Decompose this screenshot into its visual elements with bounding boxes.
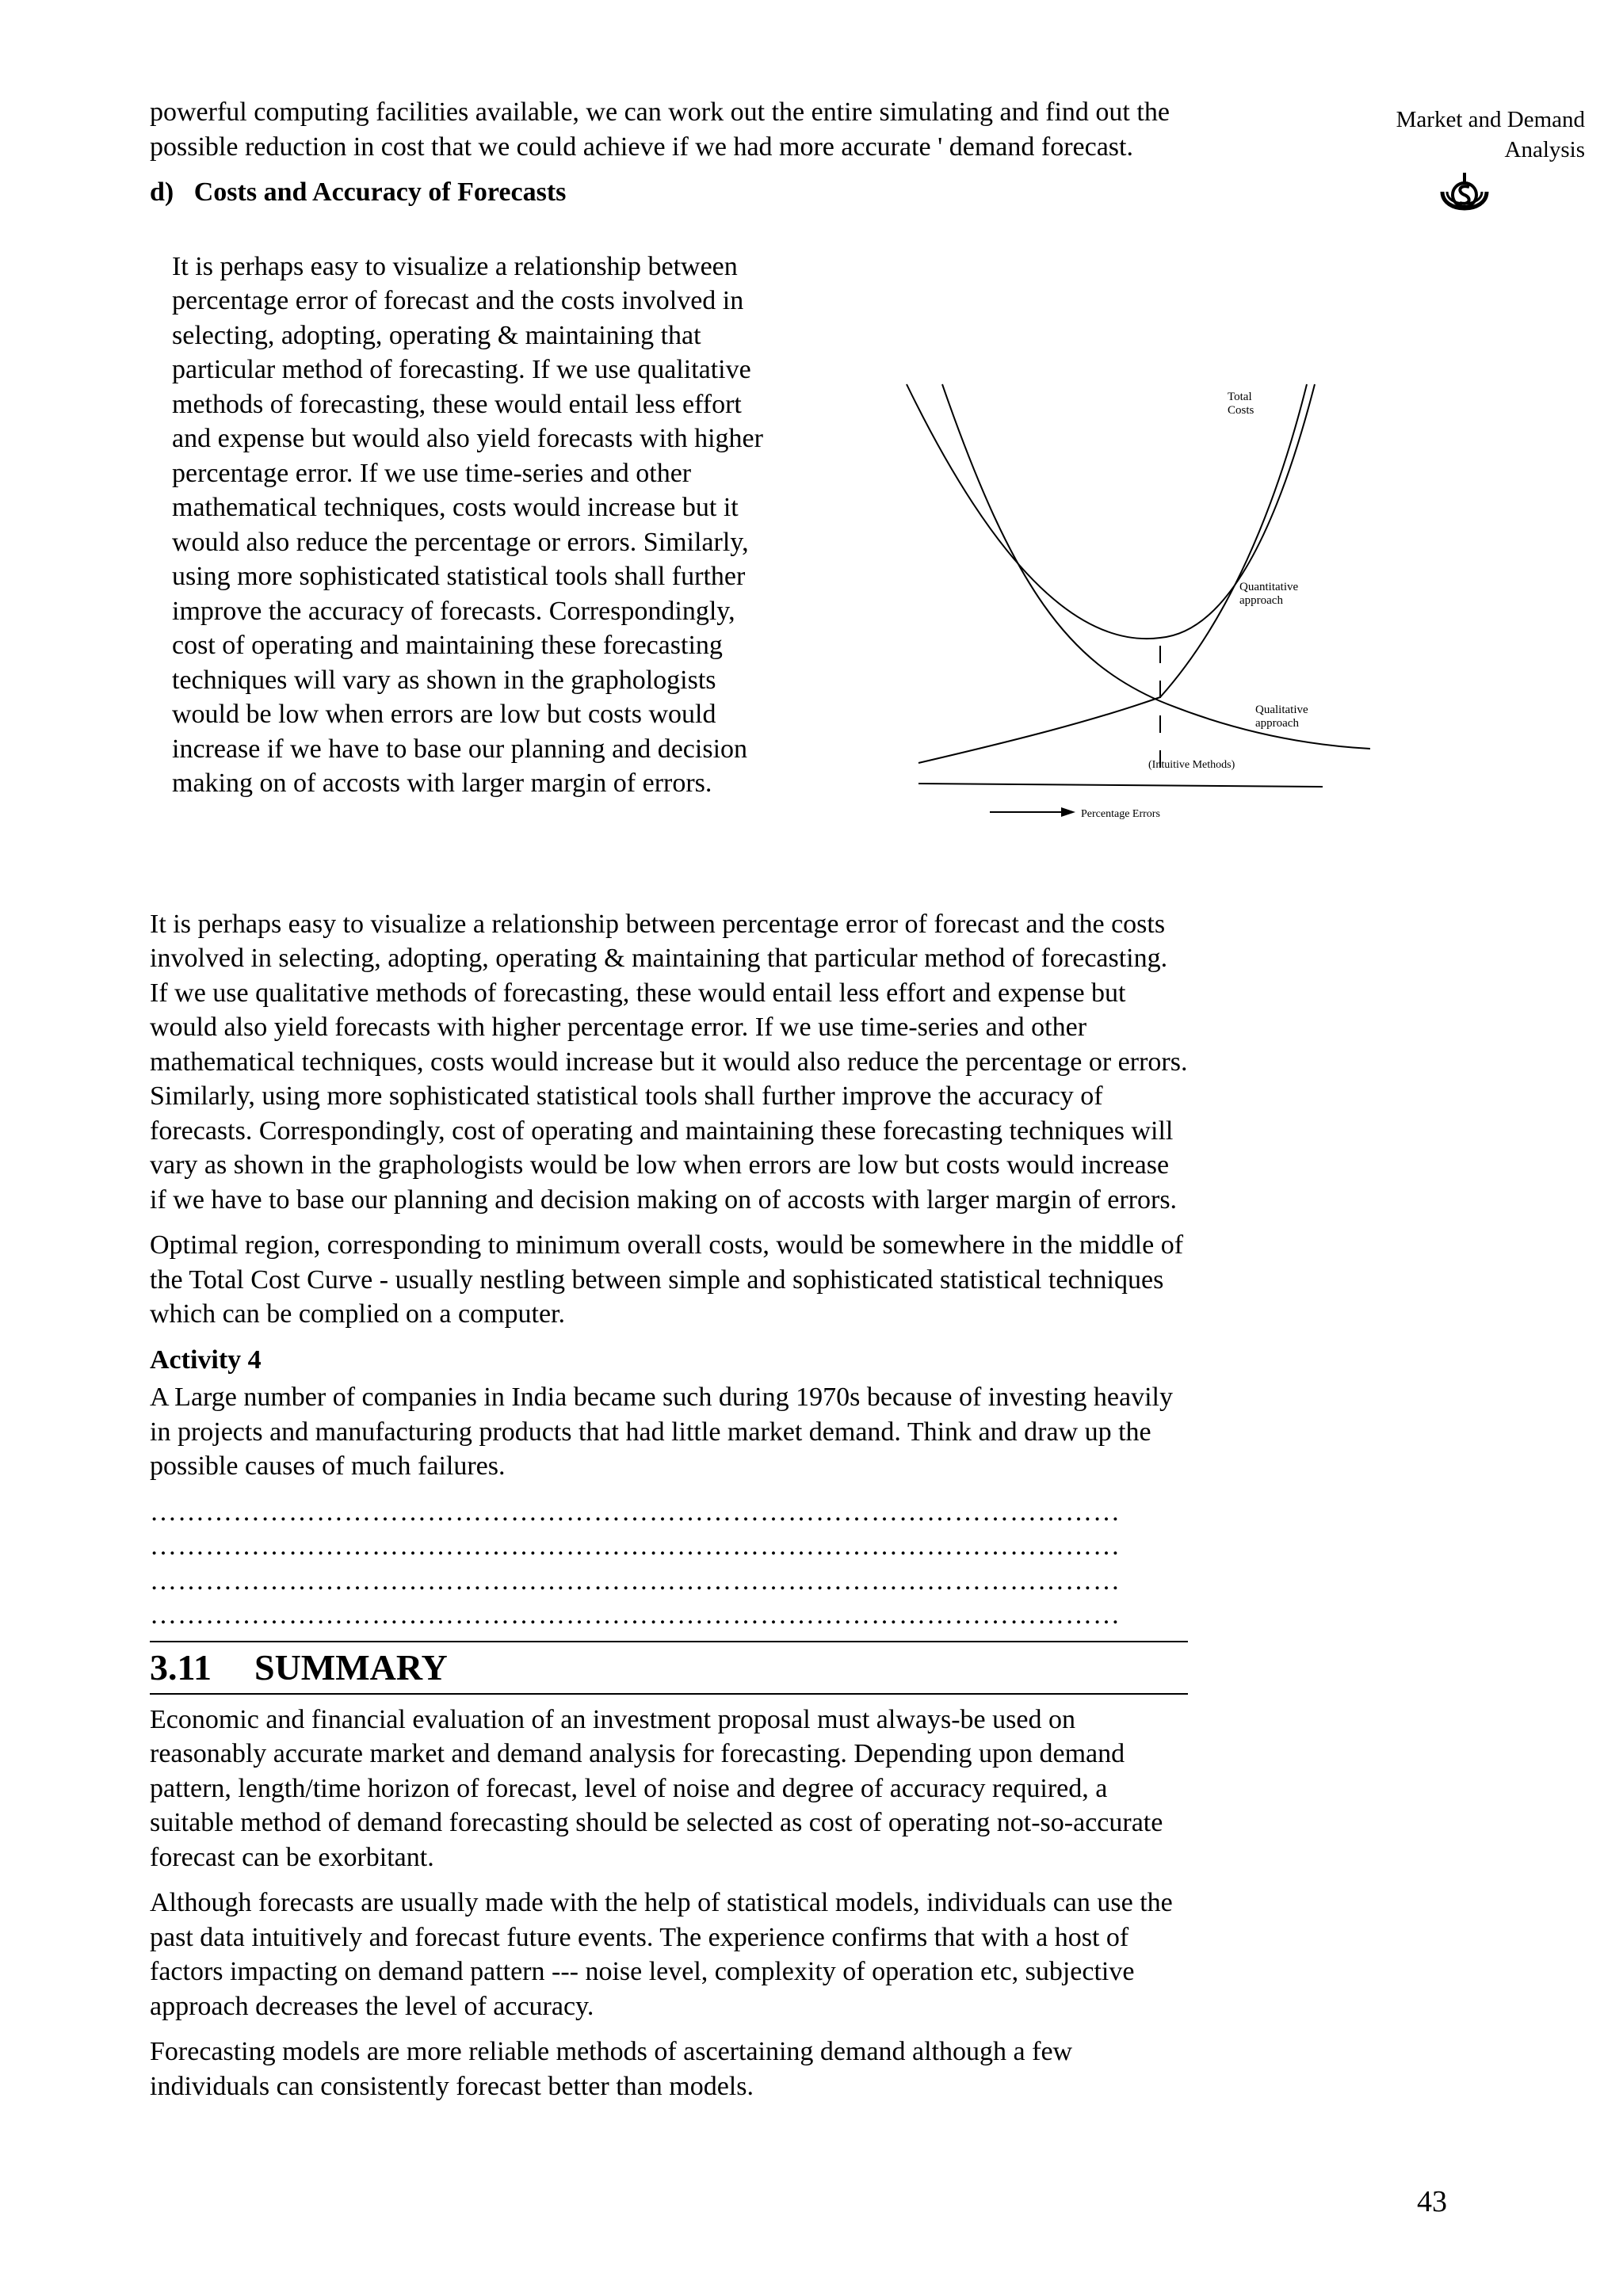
label-quantitative-1: Quantitative: [1239, 580, 1299, 593]
university-emblem-icon: [1436, 168, 1493, 225]
cost-accuracy-figure: [895, 289, 1449, 820]
label-qualitative-2: approach: [1255, 716, 1299, 730]
label-total-costs-1: Total: [1228, 390, 1252, 403]
main-content: [150, 95, 1308, 2115]
answer-line: ……………………………………………………………………………………………: [150, 1566, 1121, 1596]
qualitative-approach-curve: [918, 384, 1307, 763]
running-header-line-1: Market and Demand: [1396, 107, 1585, 132]
quantitative-approach-curve: [942, 384, 1370, 749]
answer-lines: [150, 1495, 1188, 1633]
answer-line: ……………………………………………………………………………………………: [150, 1497, 1121, 1527]
summary-paragraph-1: Economic and financial evaluation of an investment proposal must always-be used on reasonably accurate market and demand analysis for forecasting. Depending upon demand pattern, length/time horizon of forecast, level of noise and degree of accuracy required, a suitable method of demand forecasting should be selected as cost of operating not-so-accurate forecast can be exorbitant.: [150, 1704, 1163, 1872]
label-percentage-errors: Percentage Errors: [1081, 807, 1160, 820]
body-paragraph-2: Optimal region, corresponding to minimum overall costs, would be somewhere in the middle of the Total Cost Curve - usually nestling between simple and sophisticated statistical techniques which can be complied on a computer.: [150, 1230, 1184, 1329]
activity-text: A Large number of companies in India became such during 1970s because of investing heavily in projects and manufacturing products that had little market demand. Think and draw up the possible causes of much failures.: [150, 1383, 1174, 1481]
baseline-axis: [918, 784, 1323, 787]
summary-heading: [150, 1642, 1188, 1693]
summary-title: SUMMARY: [254, 1646, 448, 1688]
section-d-heading: d) Costs and Accuracy of Forecasts: [150, 177, 567, 207]
answer-line: ……………………………………………………………………………………………: [150, 1531, 1121, 1561]
boxed-paragraph: It is perhaps easy to visualize a relationship between percentage error of forecast and the costs involved in selecting, adopting, operating & maintaining that particular method of forecasting. If we use qualitative methods of forecasting, these would entail less effort and expense but would also yield forecasts with higher percentage error. If we use time-series and other mathematical techniques, costs would increase but it would also reduce the percentage or errors. Similarly, using more sophisticated statistical tools shall further improve the accuracy of forecasts. Correspondingly, cost of operating and maintaining these forecasting techniques will vary as shown in the graphologists would be low when errors are low but costs would increase if we have to base our planning and decision making on of accosts with larger margin of errors.: [172, 251, 763, 798]
label-quantitative-2: approach: [1239, 593, 1283, 607]
figure-row: [150, 250, 1308, 907]
answer-line: ……………………………………………………………………………………………: [150, 1600, 1121, 1630]
intro-paragraph: powerful computing facilities available, we can work out the entire simulating and find out the possible reduction in cost that we could achieve if we had more accurate ' demand forecast.: [150, 97, 1170, 162]
summary-paragraph-3: Forecasting models are more reliable methods of ascertaining demand although a few individuals can consistently forecast better than models.: [150, 2037, 1073, 2101]
summary-bottom-rule: [150, 1693, 1188, 1695]
label-intuitive: (Intuitive Methods): [1148, 758, 1235, 771]
running-header: [1347, 105, 1585, 165]
label-total-costs-2: Costs: [1228, 403, 1254, 417]
x-axis-arrow-head: [1061, 807, 1075, 817]
running-header-line-2: Analysis: [1504, 137, 1585, 162]
body-paragraph-1: It is perhaps easy to visualize a relationship between percentage error of forecast and the costs involved in selecting, adopting, operating & maintaining that particular method of forecasting. If we use qualitative methods of forecasting, these would entail less effort and expense but would also yield forecasts with higher percentage error. If we use time-series and other mathematical techniques, costs would increase but it would also reduce the percentage or errors. Similarly, using more sophisticated statistical tools shall further improve the accuracy of forecasts. Correspondingly, cost of operating and maintaining these forecasting techniques will vary as shown in the graphologists would be low when errors are low but costs would increase if we have to base our planning and decision making on of accosts with larger margin of errors.: [150, 909, 1188, 1215]
summary-number: 3.11: [150, 1646, 212, 1688]
label-qualitative-1: Qualitative: [1255, 703, 1308, 716]
page-number: 43: [1417, 2185, 1447, 2218]
summary-paragraph-2: Although forecasts are usually made with the help of statistical models, individuals can use the past data intuitively and forecast future events. The experience confirms that with a host of factors impacting on demand pattern --- noise level, complexity of operation etc, subjective approach decreases the level of accuracy.: [150, 1888, 1173, 2021]
activity-title: Activity 4: [150, 1344, 262, 1375]
